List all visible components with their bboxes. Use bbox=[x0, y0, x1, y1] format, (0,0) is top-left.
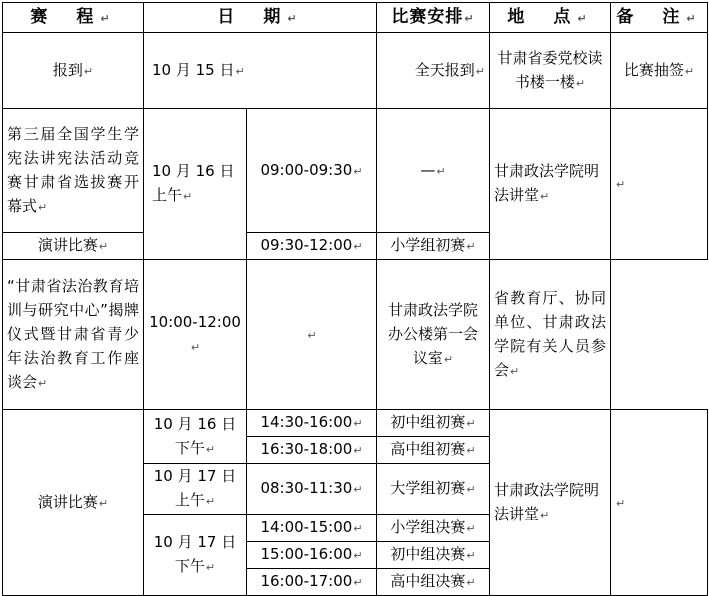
header-remark: 备 注↵ bbox=[611, 3, 708, 33]
header-arrangement: 比赛安排↵ bbox=[377, 3, 490, 33]
cell-time: 15:00-16:00↵ bbox=[247, 542, 377, 569]
cell-event: “甘肃省法治教育培训与研究中心”揭牌仪式暨甘肃省青少年法治教育工作座谈会↵ bbox=[3, 260, 144, 410]
header-event: 赛 程↵ bbox=[3, 3, 144, 33]
cell-arrangement: 初中组初赛↵ bbox=[377, 410, 490, 437]
cell-arrangement: ↵ bbox=[247, 260, 377, 410]
cell-arrangement: 大学组初赛↵ bbox=[377, 464, 490, 515]
cell-time: 14:30-16:00↵ bbox=[247, 410, 377, 437]
table-row bbox=[3, 33, 708, 109]
cell-date: 10 月 17 日下午↵ bbox=[144, 515, 247, 596]
cell-remark: 省教育厅、协同单位、甘肃政法学院有关人员参会↵ bbox=[490, 260, 611, 410]
table-row bbox=[3, 109, 708, 233]
cell-arrangement: 小学组初赛↵ bbox=[377, 233, 490, 260]
header-row bbox=[3, 3, 708, 33]
header-location: 地 点↵ bbox=[490, 3, 611, 33]
cell-arrangement: 高中组决赛↵ bbox=[377, 569, 490, 596]
table-row bbox=[3, 410, 708, 437]
cell-date: 10 月 16 日上午↵ bbox=[144, 109, 247, 260]
cell-remark: ↵ bbox=[611, 109, 708, 260]
cell-remark: 比赛抽签↵ bbox=[611, 33, 708, 109]
cell-time: 09:00-09:30↵ bbox=[247, 109, 377, 233]
cell-time: 09:30-12:00↵ bbox=[247, 233, 377, 260]
cell-event: 报到↵ bbox=[3, 33, 144, 109]
cell-arrangement: 小学组决赛↵ bbox=[377, 515, 490, 542]
cell-event: 演讲比赛↵ bbox=[3, 410, 144, 596]
cell-location: 甘肃政法学院明法讲堂↵ bbox=[490, 410, 611, 596]
schedule-table bbox=[2, 2, 708, 596]
cell-location: 甘肃省委党校读书楼一楼↵ bbox=[490, 33, 611, 109]
cell-arrangement: 初中组决赛↵ bbox=[377, 542, 490, 569]
cell-date: 10 月 16 日下午↵ bbox=[144, 410, 247, 464]
cell-location: 甘肃政法学院办公楼第一会议室↵ bbox=[377, 260, 490, 410]
cell-arrangement: —↵ bbox=[377, 109, 490, 233]
cell-date: 10 月 15 日↵ bbox=[144, 33, 377, 109]
table-row bbox=[3, 260, 708, 410]
cell-time: 16:30-18:00↵ bbox=[247, 437, 377, 464]
cell-time: 16:00-17:00↵ bbox=[247, 569, 377, 596]
cell-time: 10:00-12:00↵ bbox=[144, 260, 247, 410]
cell-arrangement: 高中组初赛↵ bbox=[377, 437, 490, 464]
cell-date: 10 月 17 日上午↵ bbox=[144, 464, 247, 515]
cell-remark: ↵ bbox=[611, 410, 708, 596]
cell-event: 演讲比赛↵ bbox=[3, 233, 144, 260]
cell-location: 甘肃政法学院明法讲堂↵ bbox=[490, 109, 611, 260]
cell-time: 14:00-15:00↵ bbox=[247, 515, 377, 542]
cell-time: 08:30-11:30↵ bbox=[247, 464, 377, 515]
cell-event: 第三届全国学生学宪法讲宪法活动竞赛甘肃省选拔赛开幕式↵ bbox=[3, 109, 144, 233]
cell-arrangement: 全天报到↵ bbox=[377, 33, 490, 109]
header-date: 日 期↵ bbox=[144, 3, 377, 33]
